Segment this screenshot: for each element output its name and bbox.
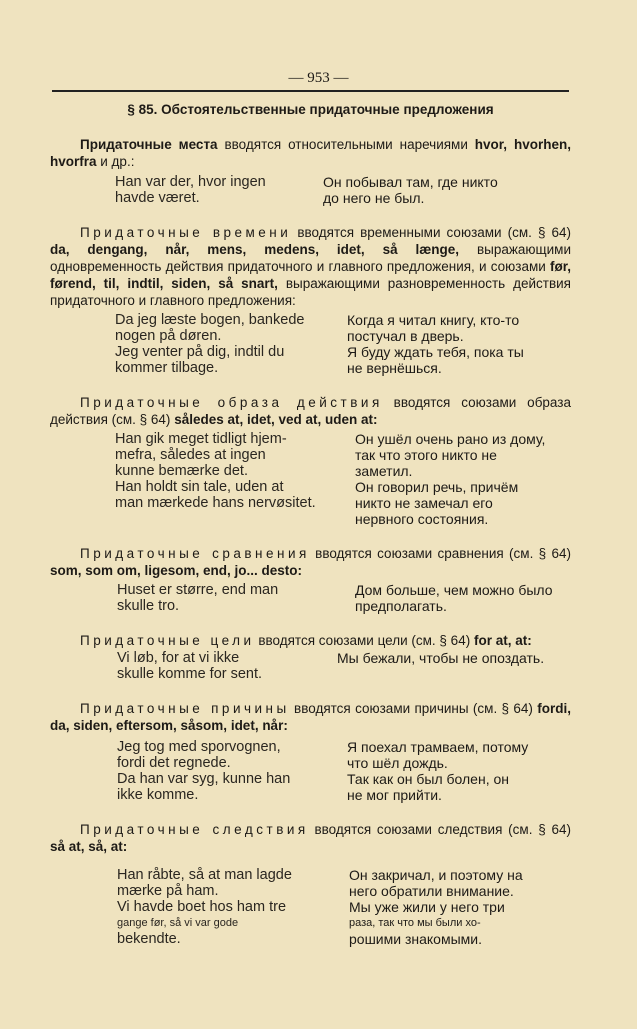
intro-lead: Придаточные места xyxy=(80,137,218,152)
example-russian xyxy=(347,739,528,803)
time-label: Придаточные времени xyxy=(80,225,292,240)
manner-paragraph xyxy=(50,394,571,428)
intro-words: hvor, hvorhen, hvorfra xyxy=(50,137,571,169)
consequence-words: så at, så, at: xyxy=(50,839,128,854)
danish-line: Jeg tog med sporvognen, xyxy=(117,739,281,755)
page-number: — 953 — xyxy=(288,70,349,86)
russian-line: Я поехал трамваем, потому xyxy=(347,739,529,755)
danish-line: Han var der, hvor ingen xyxy=(115,174,266,190)
header-rule xyxy=(52,90,569,92)
danish-line: Han råbte, så at man lagde xyxy=(117,867,292,883)
reason-paragraph xyxy=(50,700,571,734)
danish-line: Vi havde boet hos ham tre xyxy=(117,899,287,915)
example-manner xyxy=(50,431,571,527)
danish-line: mærke på ham. xyxy=(117,883,219,899)
russian-line: Он закричал, и поэтому на xyxy=(349,867,523,883)
danish-line: havde været. xyxy=(115,190,200,206)
example-comparison xyxy=(50,582,571,614)
russian-line: рошими знакомыми. xyxy=(349,931,482,947)
danish-line: bekendte. xyxy=(117,931,181,947)
example-russian xyxy=(323,174,498,206)
example-danish xyxy=(115,431,355,527)
comparison-words: som, som om, ligesom, end, jo... desto: xyxy=(50,563,303,578)
example-reason xyxy=(50,739,571,803)
example-consequence xyxy=(50,867,571,947)
time-words-2: før, førend, til, indtil, siden, så snart, xyxy=(50,259,571,291)
russian-line: заметил. xyxy=(355,463,413,479)
example-russian xyxy=(347,312,524,376)
purpose-paragraph xyxy=(50,632,571,649)
example-danish xyxy=(117,582,355,614)
danish-line: Han gik meget tidligt hjem- xyxy=(115,431,287,447)
russian-line: раза, так что мы были хо- xyxy=(349,917,481,929)
danish-line: kommer tilbage. xyxy=(115,360,219,376)
comparison-paragraph xyxy=(50,545,571,579)
russian-line: Он побывал там, где никто xyxy=(323,174,498,190)
russian-line: постучал в дверь. xyxy=(347,328,464,344)
danish-line: Huset er større, end man xyxy=(117,582,279,598)
russian-line: предполагать. xyxy=(355,598,447,614)
danish-line: kunne bemærke det. xyxy=(115,463,248,479)
danish-line: mefra, således at ingen xyxy=(115,447,266,463)
russian-line: так что этого никто не xyxy=(355,447,497,463)
reason-words: fordi, da, siden, eftersom, såsom, idet, når: xyxy=(50,701,571,733)
section-title: § 85. Обстоятельственные придаточные предложения xyxy=(127,102,494,117)
russian-line: до него не был. xyxy=(323,190,425,206)
danish-line: Da jeg læste bogen, bankede xyxy=(115,312,305,328)
example-danish xyxy=(115,312,347,376)
comparison-label: Придаточные сравнения xyxy=(80,546,310,561)
time-text-2: выражающими одновременность действия придаточного и главного предложения, и союзами xyxy=(50,242,571,274)
manner-text-1: вводятся союзами образа действия (см. § 64) xyxy=(50,395,571,427)
danish-line: nogen på døren. xyxy=(115,328,222,344)
purpose-label: Придаточные цели xyxy=(80,633,255,648)
example-danish xyxy=(115,174,323,206)
russian-line: Так как он был болен, он xyxy=(347,771,509,787)
manner-words: således at, idet, ved at, uden at: xyxy=(174,412,378,427)
purpose-text-1: вводятся союзами цели (см. § 64) xyxy=(254,633,474,648)
russian-line: Мы бежали, чтобы не опоздать. xyxy=(337,650,545,666)
russian-line: нервного состояния. xyxy=(355,511,489,527)
danish-line: fordi det regnede. xyxy=(117,755,231,771)
danish-line: ikke komme. xyxy=(117,787,199,803)
russian-line: никто не замечал его xyxy=(355,495,493,511)
russian-line: него обратили внимание. xyxy=(349,883,514,899)
danish-line: gange før, så vi var gode xyxy=(117,917,239,929)
time-text-1: вводятся временными союзами (см. § 64) xyxy=(291,225,572,240)
russian-line: Мы уже жили у него три xyxy=(349,899,505,915)
russian-line: что шёл дождь. xyxy=(347,755,448,771)
reason-text-1: вводятся союзами причины (см. § 64) xyxy=(289,701,538,716)
reason-label: Придаточные причины xyxy=(80,701,290,716)
example-danish xyxy=(117,650,337,682)
manner-label: Придаточные образа действия xyxy=(80,395,383,410)
example-danish xyxy=(117,867,349,947)
russian-line: не мог прийти. xyxy=(347,787,442,803)
intro-paragraph xyxy=(50,136,571,170)
consequence-paragraph xyxy=(50,821,571,855)
danish-line: man mærkede hans nervøsitet. xyxy=(115,495,316,511)
time-paragraph xyxy=(50,224,571,309)
example-russian xyxy=(355,431,545,527)
danish-line: Da han var syg, kunne han xyxy=(117,771,291,787)
danish-line: Vi løb, for at vi ikke xyxy=(117,650,240,666)
russian-line: Дом больше, чем можно было xyxy=(355,582,553,598)
intro-tail: и др.: xyxy=(96,154,135,169)
example-russian xyxy=(337,650,544,682)
example-time xyxy=(50,312,571,376)
example-place xyxy=(50,174,571,206)
time-words-1: da, dengang, når, mens, medens, idet, så længe, xyxy=(50,242,460,257)
consequence-text-1: вводятся союзами следствия (см. § 64) xyxy=(308,822,571,837)
example-danish xyxy=(117,739,347,803)
russian-line: Я буду ждать тебя, пока ты xyxy=(347,344,524,360)
intro-text: вводятся относительными наречиями xyxy=(217,137,475,152)
consequence-label: Придаточные следствия xyxy=(80,822,309,837)
russian-line: Когда я читал книгу, кто-то xyxy=(347,312,520,328)
russian-line: Он говорил речь, причём xyxy=(355,479,519,495)
example-russian xyxy=(349,867,523,947)
time-text-3: выражающими разновременность действия придаточного и главного предложения: xyxy=(50,276,571,308)
russian-line: Он ушёл очень рано из дому, xyxy=(355,431,546,447)
danish-line: Jeg venter på dig, indtil du xyxy=(115,344,285,360)
comparison-text-1: вводятся союзами сравнения (см. § 64) xyxy=(309,546,572,561)
purpose-words: for at, at: xyxy=(473,633,532,648)
page-content xyxy=(50,102,571,947)
danish-line: skulle komme for sent. xyxy=(117,666,263,682)
example-purpose xyxy=(50,650,571,682)
example-russian xyxy=(355,582,553,614)
danish-line: skulle tro. xyxy=(117,598,180,614)
danish-line: Han holdt sin tale, uden at xyxy=(115,479,284,495)
russian-line: не вернёшься. xyxy=(347,360,442,376)
